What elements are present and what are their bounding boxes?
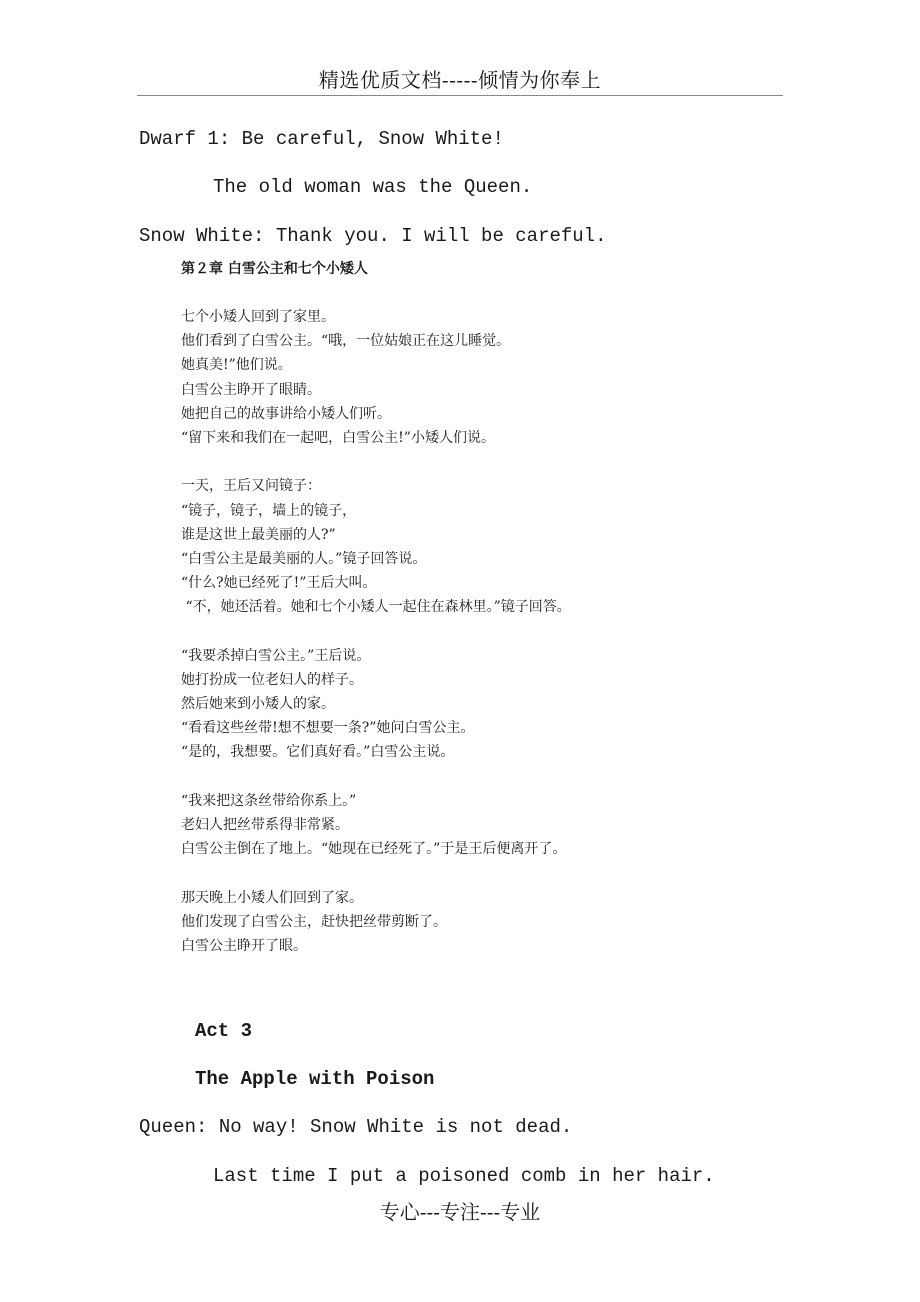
chapter-line: “不，她还活着。她和七个小矮人一起住在森林里。”镜子回答。 <box>181 599 571 616</box>
chapter-line: 他们看到了白雪公主。“哦，一位姑娘正在这儿睡觉。 <box>181 333 511 350</box>
chapter-line: 七个小矮人回到了家里。 <box>181 309 335 325</box>
chapter-line: 她真美!”他们说。 <box>181 357 292 374</box>
paragraph-gap <box>181 861 781 885</box>
dialogue-line-comb: Last time I put a poisoned comb in her hair. <box>213 1165 715 1187</box>
chapter-text <box>181 305 781 958</box>
chapter-line: “是的，我想要。它们真好看。”白雪公主说。 <box>181 744 455 761</box>
page-footer: 专心---专注---专业 <box>379 1200 541 1224</box>
chapter-line: 白雪公主睁开了眼。 <box>181 937 307 954</box>
dialogue-line-snow-white: Snow White: Thank you. I will be careful. <box>139 225 607 247</box>
page-header: 精选优质文档-----倾情为你奉上 <box>318 68 602 92</box>
chapter-line: “看看这些丝带!想不想要一条?”她问白雪公主。 <box>181 720 475 737</box>
chapter-line: “我要杀掉白雪公主。”王后说。 <box>181 647 371 664</box>
chapter-line: 她把自己的故事讲给小矮人们听。 <box>181 405 391 422</box>
chapter-line: 然后她来到小矮人的家。 <box>181 696 335 712</box>
chapter-line: “留下来和我们在一起吧，白雪公主!”小矮人们说。 <box>181 429 495 446</box>
chapter-line: 她打扮成一位老妇人的样子。 <box>181 671 363 688</box>
chapter-line: “我来把这条丝带给你系上。” <box>181 792 357 809</box>
chapter-line: 一天，王后又问镜子： <box>181 478 321 495</box>
paragraph-gap <box>181 619 781 643</box>
chapter-line: 老妇人把丝带系得非常紧。 <box>181 816 349 833</box>
dialogue-line-dwarf1: Dwarf 1: Be careful, Snow White! <box>139 128 504 150</box>
chapter-line: 他们发现了白雪公主，赶快把丝带剪断了。 <box>181 913 447 930</box>
chapter-title: 第２章 白雪公主和七个小矮人 <box>181 261 368 277</box>
dialogue-line-old-woman: The old woman was the Queen. <box>213 176 533 198</box>
dialogue-line-queen: Queen: No way! Snow White is not dead. <box>139 1116 573 1138</box>
chapter-line: 谁是这世上最美丽的人?” <box>181 526 336 543</box>
paragraph-gap <box>181 765 781 789</box>
chapter-line: “白雪公主是最美丽的人。”镜子回答说。 <box>181 550 427 567</box>
chapter-line: 白雪公主睁开了眼睛。 <box>181 381 321 398</box>
act-label: Act 3 <box>195 1020 253 1042</box>
act-title: The Apple with Poison <box>195 1068 435 1090</box>
chapter-line: 那天晚上小矮人们回到了家。 <box>181 889 363 906</box>
chapter-line: “镜子，镜子，墙上的镜子， <box>181 502 357 519</box>
chapter-line: “什么?她已经死了!”王后大叫。 <box>181 575 377 592</box>
header-divider <box>137 95 783 96</box>
chapter-line: 白雪公主倒在了地上。“她现在已经死了。”于是王后便离开了。 <box>181 841 567 858</box>
paragraph-gap <box>181 450 781 474</box>
